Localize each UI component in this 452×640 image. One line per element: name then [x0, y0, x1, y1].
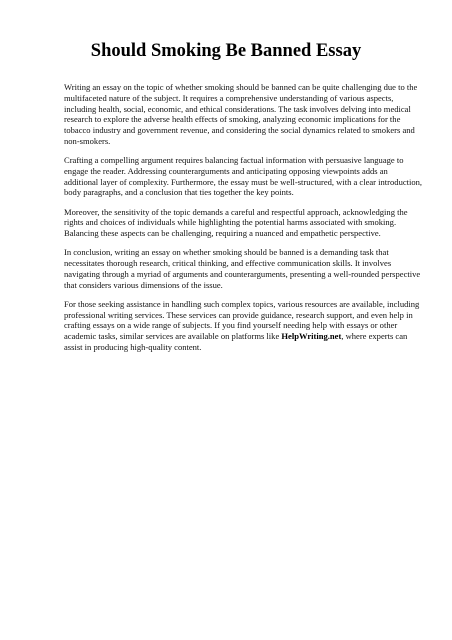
- paragraph-3: Moreover, the sensitivity of the topic demands a careful and respectful approach, acknowledging the rights and choices of individuals while highlighting the potential harms associated with smoking. Balancing these aspects can be challenging, requiring a nuanced and empathetic perspective.: [64, 206, 408, 238]
- document-body: [64, 82, 424, 361]
- helpwriting-link[interactable]: HelpWriting.net: [281, 331, 342, 341]
- paragraph-5-text-after-link: , where experts can assist in producing high-quality content.: [64, 331, 408, 352]
- paragraph-5: [64, 299, 424, 353]
- paragraph-5-text-before-link: For those seeking assistance in handling such complex topics, various resources are available, including professional writing services. These services can provide guidance, research support, and even help in crafting essays on a wide range of subjects. If you find yourself needing help with essays or other academic tasks, similar services are available on platforms like: [64, 298, 420, 341]
- document-title: Should Smoking Be Banned Essay: [90, 41, 362, 61]
- paragraph-4: In conclusion, writing an essay on whether smoking should be banned is a demanding task that necessitates thorough research, critical thinking, and effective communication skills. It involves navigating through a myriad of arguments and counterarguments, presenting a well-rounded perspective that considers various dimensions of the issue.: [64, 247, 421, 290]
- paragraph-1: Writing an essay on the topic of whether smoking should be banned can be quite challenging due to the multifaceted nature of the subject. It requires a comprehensive understanding of various aspects, including health, social, economic, and ethical considerations. The task involves delving into medical research to explore the adverse health effects of smoking, analyzing economic implications for the tobacco industry and government revenue, and considering the social dynamics related to smokers and non-smokers.: [64, 82, 418, 146]
- paragraph-2: Crafting a compelling argument requires balancing factual information with persuasive language to engage the reader. Addressing counterarguments and anticipating opposing viewpoints adds an additional layer of complexity. Furthermore, the essay must be well-structured, with a clear introduction, body paragraphs, and a conclusion that ties together the key points.: [64, 155, 423, 198]
